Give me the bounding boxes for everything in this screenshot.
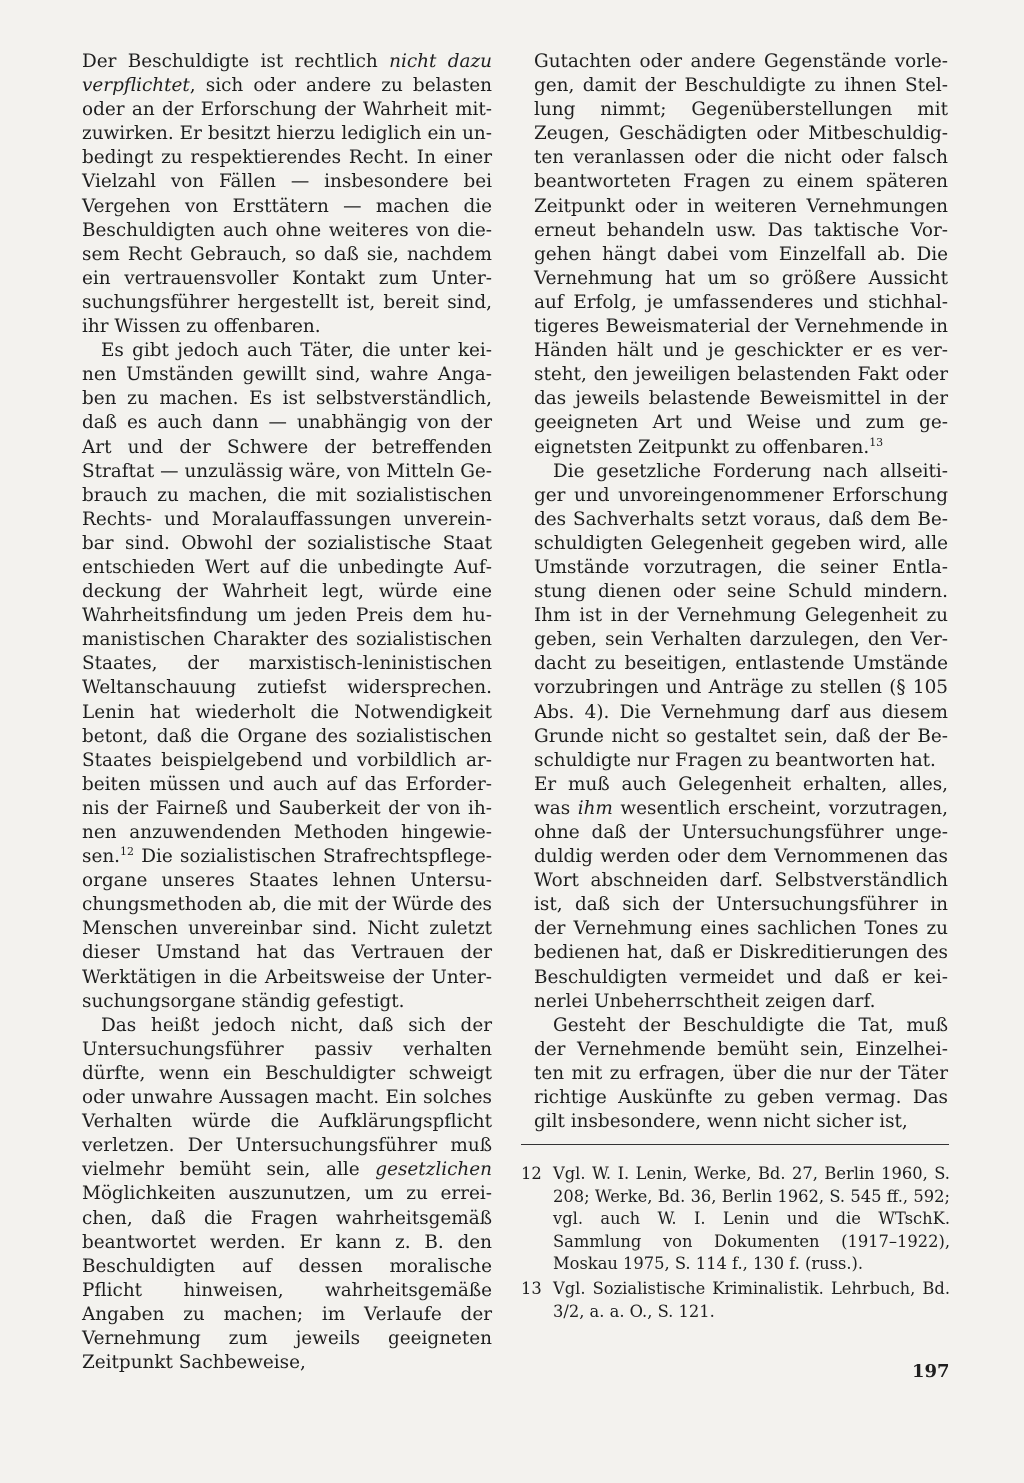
paragraph: Er muß auch Gelegenheit erhalten, alles, was ihm wesentlich erscheint, vorzutragen, ohne daß der Untersuchungsführer ungeduldig werden oder dem Vernommenen das Wort abschneiden darf. Selbstverständlich ist, daß sich der Untersuchungsführer in der Vernehmung eines sachlichen Tones zu bedienen hat, daß er Diskreditierungen des Beschuldigten vermeidet und daß er keinerlei Unbeherrschtheit zeigen darf.	[534, 773, 948, 1012]
emphasis: ihm	[577, 797, 613, 819]
emphasis: nicht dazu verpflichtet	[82, 51, 492, 97]
page-number: 197	[912, 1361, 950, 1382]
footnote-divider	[521, 1144, 949, 1145]
footnote-number: 12	[521, 1164, 542, 1183]
footnote-ref: 12	[120, 844, 135, 858]
left-column	[82, 50, 492, 1375]
paragraph: Es gibt jedoch auch Täter, die unter keinen Umständen gewillt sind, wahre Angaben zu machen. Es ist selbstverständlich, daß es auch dann — unabhängig von der Art und der Schwere der betreffenden Straftat — unzulässig wäre, von Mitteln Gebrauch zu machen, die mit sozialistischen Rechts- und Moralauffassungen unvereinbar sind. Obwohl der sozialistische Staat entschieden Wert auf die unbedingte Aufdeckung der Wahrheit legt, würde eine Wahrheitsfindung um jeden Preis dem humanistischen Charakter des sozialistischen Staates, der marxistisch-leninistischen Weltanschauung zutiefst widersprechen. Lenin hat wiederholt die Notwendigkeit betont, daß die Organe des sozialistischen Staates beispielgebend und vorbildlich arbeiten müssen und auch auf das Erfordernis der Fairneß und Sauberkeit der von ihnen anzuwendenden Methoden hingewiesen.$^{12}$ Die sozialistischen Strafrechtspflegeorgane unseres Staates lehnen Untersuchungsmethoden ab, die mit der Würde des Menschen unvereinbar sind. Nicht zuletzt dieser Umstand hat das Vertrauen der Werktätigen in die Arbeitsweise der Untersuchungsorgane ständig gefestigt.	[82, 340, 492, 1012]
paragraph: Gutachten oder andere Gegenstände vorlegen, damit der Beschuldigte zu ihnen Stellung nimmt; Gegenüberstellungen mit Zeugen, Geschädigten oder Mitbeschuldigten veranlassen oder die nicht oder falsch beantworteten Fragen zu einem späteren Zeitpunkt oder in weiteren Vernehmungen erneut behandeln usw. Das taktische Vorgehen hängt dabei vom Einzelfall ab. Die Vernehmung hat um so größere Aussicht auf Erfolg, je umfassenderes und stichhaltigeres Beweismaterial der Vernehmende in Händen hält und je geschickter er es versteht, den jeweiligen belastenden Fakt oder das jeweils belastende Beweismittel in der geeigneten Art und Weise und zum geeignetsten Zeitpunkt zu offenbaren.$^{13}$	[534, 51, 948, 458]
paragraph: Gesteht der Beschuldigte die Tat, muß der Vernehmende bemüht sein, Einzelheiten mit zu erfragen, über die nur der Täter richtige Auskünfte zu geben vermag. Das gilt insbesondere, wenn nicht sicher ist,	[534, 1014, 948, 1133]
footnote-ref: 13	[869, 435, 884, 449]
footnote-number: 13	[521, 1278, 542, 1298]
paragraph: Die gesetzliche Forderung nach allseitiger und unvoreingenommener Erforschung des Sachverhalts setzt voraus, daß dem Beschuldigten Gelegenheit gegeben wird, alle Umstände vorzutragen, die seiner Entlastung dienen oder seine Schuld mindern. Ihm ist in der Vernehmung Gelegenheit zu geben, sein Verhalten darzulegen, den Verdacht zu beseitigen, entlastende Umstände vorzubringen und Anträge zu stellen (§ 105 Abs. 4). Die Vernehmung darf aus diesem Grunde nicht so gestaltet sein, daß der Beschuldigte nur Fragen zu beantworten hat.	[534, 460, 948, 771]
paragraph: Das heißt jedoch nicht, daß sich der Untersuchungsführer passiv verhalten dürfte, wenn ein Beschuldigter schweigt oder unwahre Aussagen macht. Ein solches Verhalten würde die Aufklärungspflicht verletzen. Der Untersuchungsführer muß vielmehr bemüht sein, alle gesetzlichen Möglichkeiten auszunutzen, um zu erreichen, daß die Fragen wahrheitsgemäß beantwortet werden. Er kann z. B. den Beschuldigten auf dessen moralische Pflicht hinweisen, wahrheitsgemäße Angaben zu machen; im Verlaufe der Vernehmung zum jeweils geeigneten Zeitpunkt Sachbeweise,	[82, 1014, 492, 1374]
footnote	[521, 1163, 950, 1276]
paragraph: Der Beschuldigte ist rechtlich nicht dazu verpflichtet, sich oder andere zu belasten oder an der Erforschung der Wahrheit mitzuwirken. Er besitzt hierzu lediglich ein unbedingt zu respektierendes Recht. In einer Vielzahl von Fällen — insbesondere bei Vergehen von Ersttätern — machen die Beschuldigten auch ohne weiteres von diesem Recht Gebrauch, so daß sie, nachdem ein vertrauensvoller Kontakt zum Untersuchungsführer hergestellt ist, bereit sind, ihr Wissen zu offenbaren.	[82, 51, 492, 338]
footnotes	[521, 1163, 950, 1325]
emphasis: gesetzlichen	[375, 1159, 492, 1181]
footnote	[521, 1278, 950, 1323]
right-column	[534, 50, 948, 1134]
footnote-text: Vgl. W. I. Lenin, Werke, Bd. 27, Berlin 1960, S. 208; Werke, Bd. 36, Berlin 1962, S. 545 ff., 592; vgl. auch W. I. Lenin und die WTschK. Sammlung von Dokumenten (1917–1922), Moskau 1975, S. 114 f., 130 f. (russ.).	[553, 1164, 950, 1274]
footnote-text: Vgl. Sozialistische Kriminalistik. Lehrbuch, Bd. 3/2, a. a. O., S. 121.	[553, 1278, 950, 1321]
